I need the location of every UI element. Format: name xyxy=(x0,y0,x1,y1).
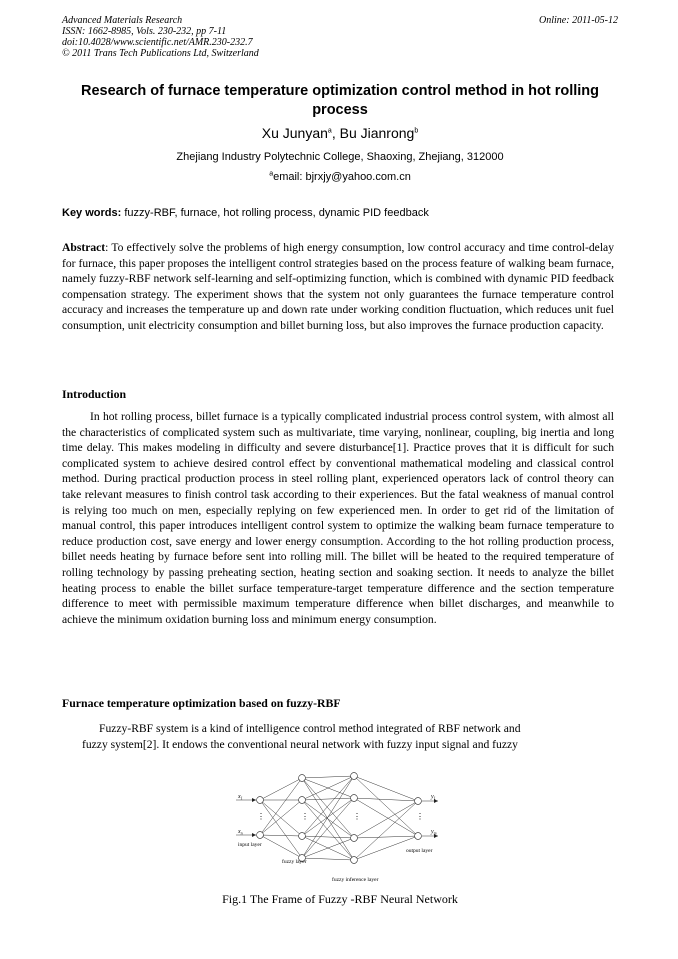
network-connection xyxy=(302,836,354,838)
input-layer-label: input layer xyxy=(238,842,262,848)
fuzzy-inference-layer-label: fuzzy inference layer xyxy=(332,877,379,883)
introduction-heading: Introduction xyxy=(62,387,127,401)
inference-node xyxy=(351,795,358,802)
author-2-sup: b xyxy=(414,127,419,135)
online-date: Online: 2011-05-12 xyxy=(539,15,618,26)
network-connection xyxy=(302,798,354,800)
inference-node xyxy=(351,773,358,780)
input-node xyxy=(257,797,264,804)
keywords-text: fuzzy-RBF, furnace, hot rolling process, dynamic PID feedback xyxy=(121,207,429,219)
network-connection xyxy=(354,776,418,836)
issn: ISSN: 1662-8985, Vols. 230-232, pp 7-11 xyxy=(62,26,227,37)
fuzzy-dots: ⋮ xyxy=(301,812,309,821)
author-2: Bu Jianrong xyxy=(339,125,415,141)
output-label-ym: $y_m$ xyxy=(431,829,437,836)
affiliation: Zhejiang Industry Polytechnic College, Shaoxing, Zhejiang, 312000 xyxy=(176,151,504,163)
fuzzy-rbf-network-figure xyxy=(232,770,450,888)
author-1-sup: a xyxy=(327,127,332,135)
fuzzy-node xyxy=(299,775,306,782)
keywords-label: Key words: xyxy=(62,207,122,219)
author-1: Xu Junyan xyxy=(261,125,328,141)
fuzzy-layer-label: fuzzy layer xyxy=(282,859,307,865)
doi: doi:10.4028/www.scientific.net/AMR.230-232.7 xyxy=(62,37,253,48)
input-label-xn: $x_n$ xyxy=(238,829,243,836)
network-connection xyxy=(354,801,418,838)
output-dots: ⋮ xyxy=(416,812,424,821)
network-connection xyxy=(260,835,302,858)
network-connection xyxy=(260,778,302,835)
network-connection xyxy=(302,776,354,778)
abstract-label: Abstract xyxy=(62,241,106,254)
journal-header xyxy=(62,15,618,59)
input-node xyxy=(257,832,264,839)
output-layer-label: output layer xyxy=(406,848,433,854)
input-label-x1: $x_1$ xyxy=(238,794,243,801)
fuzzy-node xyxy=(299,797,306,804)
abstract-text: : To effectively solve the problems of high energy consumption, low control accuracy and time control-delay for furnace, this paper proposes the intelligent control strategies based on the process feature of walking beam furnace, namely fuzzy-RBF network self-learning and self-optimizing function, which is combined with dynamic PID feedback compensation strategy. The experiment shows that the system not only guarantees the furnace temperature control accuracy and increases the temperature up and down rate under working condition fluctuation, which reduces unit fuel consumption, unit electricity consumption and billet burning loss, but also improves the furnace production capacity. xyxy=(62,241,614,332)
network-connection xyxy=(354,776,418,801)
network-connection xyxy=(260,835,302,836)
input-dots: ⋮ xyxy=(257,812,265,821)
copyright: © 2011 Trans Tech Publications Ltd, Switzerland xyxy=(62,48,259,59)
input-arrow xyxy=(252,833,256,837)
output-label-y1: $y_1$ xyxy=(431,794,436,801)
introduction-text: In hot rolling process, billet furnace is a typically complicated industrial process control system, with almost all the characteristics of complicated system such as multivariate, time varying, nonlinear, coupling, big inertia and long time delay. This makes modeling in difficulty and severe disturbance[1]. Practice proves that it is difficult for such complicated system to achieve desired control effect by conventional mathematical modeling and classical control method. During practical production process in steel rolling plant, experienced operators lack of control theory can take relevant measures to finish control task according to their experiences. But the fatal weakness of manual control is relying too much on men, especially replying on few experienced men. In order to get rid of the limitation of manual control, this paper introduces intelligent control system to optimize the walking beam furnace temperature to reduce production cost, save energy and lower energy consumption. According to the hot rolling production process, billet needs heating by furnace before sent into rolling mill. The billet will be heated to the required temperature of rolling technology by passing preheating section, heating section and soaking section. It needs to analyze the billet heating process to enable the billet surface temperature-target temperature difference and the section temperature difference to meet with permissible maximum temperature difference when billet discharges, and meanwhile to achieve the minimum oxidation burning loss and minimum energy consumption. xyxy=(62,410,614,626)
network-connection xyxy=(302,776,354,858)
network-connection xyxy=(260,800,302,858)
email-sup: a xyxy=(269,170,274,178)
network-connection xyxy=(302,858,354,860)
email-text: email: bjrxjy@yahoo.com.cn xyxy=(273,171,411,183)
section-line-2: fuzzy system[2]. It endows the conventional neural network with fuzzy input signal and fuzzy xyxy=(82,737,518,751)
journal-name: Advanced Materials Research xyxy=(62,15,183,26)
inference-dots: ⋮ xyxy=(353,812,361,821)
email xyxy=(62,171,618,183)
network-connection xyxy=(354,836,418,838)
fuzzy-node xyxy=(299,833,306,840)
figure-caption: Fig.1 The Frame of Fuzzy -RBF Neural Network xyxy=(222,892,458,906)
output-node xyxy=(415,798,422,805)
section-fuzzy-rbf-text xyxy=(62,721,614,752)
inference-node xyxy=(351,835,358,842)
output-node xyxy=(415,833,422,840)
section-heading-fuzzy-rbf: Furnace temperature optimization based on fuzzy-RBF xyxy=(62,696,341,710)
network-connection xyxy=(354,798,418,801)
inference-node xyxy=(351,857,358,864)
network-connection xyxy=(260,778,302,800)
network-connection xyxy=(302,798,354,858)
authors xyxy=(62,125,618,141)
input-arrow xyxy=(252,798,256,802)
author-separator: , xyxy=(331,125,340,141)
keywords xyxy=(62,207,618,219)
abstract xyxy=(62,240,614,334)
section-line-1: Fuzzy-RBF system is a kind of intelligence control method integrated of RBF network and xyxy=(99,722,521,735)
paper-title: Research of furnace temperature optimization control method in hot rolling process xyxy=(80,83,600,118)
network-connection xyxy=(302,778,354,838)
